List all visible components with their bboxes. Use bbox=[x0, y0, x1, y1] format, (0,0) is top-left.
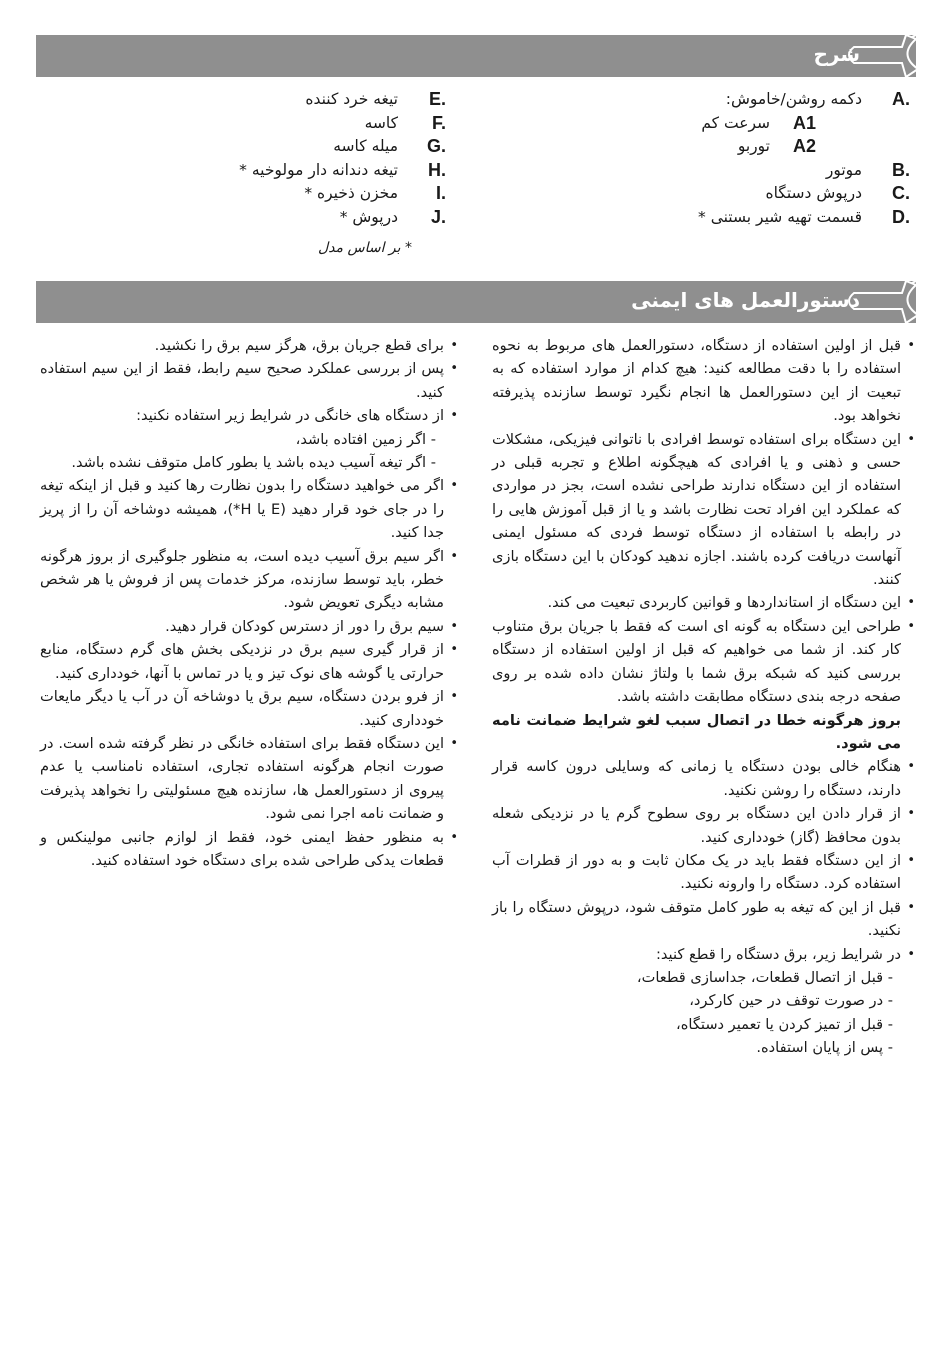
safety-item bbox=[40, 732, 458, 826]
warranty-warning: بروز هرگونه خطا در اتصال سبب لغو شرایط ضمانت نامه می شود. bbox=[492, 711, 901, 752]
safety-list bbox=[492, 334, 915, 1060]
safety-item bbox=[40, 404, 458, 474]
safety-text: از قرار گیری سیم برق در نزدیکی بخش های گرم دستگاه، منابع حرارتی یا گوشه های نوک تیز و یا در تماس با آنها، خودداری کنید. bbox=[40, 641, 444, 682]
part-label: تیغه دندانه دار مولوخیه * bbox=[239, 160, 398, 179]
part-key: E. bbox=[428, 89, 446, 109]
part-item bbox=[36, 207, 446, 231]
safety-subitem: - اگر زمین افتاده باشد، bbox=[295, 430, 436, 448]
part-label: میله کاسه bbox=[333, 137, 398, 155]
safety-item bbox=[492, 428, 915, 592]
safety-text: اگر سیم برق آسیب دیده است، به منظور جلوگیری از بروز هرگونه خطر، باید توسط سازنده، مرکز خدمات پس از فروش یا هر شخص مشابه دیگری تعویض شود. bbox=[40, 547, 444, 612]
parts-list-right bbox=[480, 89, 910, 230]
part-label: موتور bbox=[825, 160, 862, 179]
safety-item bbox=[40, 474, 458, 544]
safety-subitem: - پس از پایان استفاده. bbox=[756, 1039, 893, 1057]
safety-text: به منظور حفظ ایمنی خود، فقط از لوازم جانبی مولینکس و قطعات یدکی طراحی شده برای دستگاه خود استفاده کنید. bbox=[40, 828, 444, 869]
safety-item bbox=[40, 545, 458, 615]
part-label: درپوش دستگاه bbox=[765, 184, 862, 202]
part-key: C. bbox=[892, 183, 910, 203]
safety-item bbox=[40, 615, 458, 638]
section-title-description: شرح bbox=[813, 42, 860, 66]
safety-text: طراحی این دستگاه به گونه ای است که فقط با جریان برق متناوب کار کند. از شما می خواهیم که قبل از اولین استفاده از دستگاه بررسی کنید که شبکه برق شما با ولتاژ نشان داده شده بر روی صفحه درجه بندی دستگاه مطابقت داشته باشد. bbox=[492, 617, 901, 706]
part-sub-item bbox=[480, 113, 910, 137]
part-sub-key: A2 bbox=[792, 136, 816, 156]
part-key: F. bbox=[431, 112, 446, 133]
safety-text: برای قطع جریان برق، هرگز سیم برق را نکشید. bbox=[154, 337, 444, 354]
part-label: درپوش * bbox=[339, 207, 398, 226]
part-label: قسمت تهیه شیر بستنی * bbox=[698, 207, 862, 226]
safety-subitem: - قبل از اتصال قطعات، جداسازی قطعات، bbox=[636, 968, 893, 986]
safety-column-left bbox=[40, 334, 458, 872]
safety-text: قبل از اولین استفاده از دستگاه، دستورالعمل های مربوط به نحوه استفاده را با دقت مطالعه کنید: هیچ کدام از موارد استفاده که به تبعیت از این دستورالعمل ها انجام نگیرد توسط سازنده پذیرفته نخواهد بود. bbox=[492, 337, 901, 425]
part-label: دکمه روشن/خاموش: bbox=[725, 90, 862, 108]
part-sub-key: A1 bbox=[792, 112, 816, 133]
safety-item bbox=[492, 943, 915, 1060]
safety-text: از این دستگاه فقط باید در یک مکان ثابت و به دور از قطرات آب استفاده کرد. دستگاه را وارونه نکنید. bbox=[492, 851, 901, 893]
section-header-description bbox=[36, 35, 916, 77]
parts-list-left bbox=[36, 89, 446, 230]
part-sub-label: سرعت کم bbox=[701, 113, 770, 132]
safety-text: از قرار دادن این دستگاه بر روی سطوح گرم یا در نزدیکی شعله بدون محافظ (گاز) خودداری کنید. bbox=[492, 805, 901, 846]
part-item bbox=[480, 160, 910, 184]
safety-text: پس از بررسی عملکرد صحیح سیم رابط، فقط از این سیم استفاده کنید. bbox=[40, 360, 444, 401]
safety-item bbox=[492, 896, 915, 943]
part-sub-item bbox=[480, 136, 910, 160]
part-label: مخزن ذخیره * bbox=[304, 184, 398, 202]
safety-item bbox=[492, 334, 915, 428]
part-item bbox=[480, 207, 910, 231]
safety-item bbox=[40, 826, 458, 873]
part-key: B. bbox=[892, 159, 910, 180]
part-key: J. bbox=[430, 206, 446, 227]
safety-item bbox=[492, 849, 915, 896]
safety-list bbox=[40, 334, 458, 872]
part-key: G. bbox=[426, 136, 446, 156]
safety-item bbox=[40, 685, 458, 732]
safety-text: از فرو بردن دستگاه، سیم برق یا دوشاخه آن در آب یا دیگر مایعات خودداری کنید. bbox=[40, 688, 444, 729]
part-label: کاسه bbox=[364, 113, 398, 132]
safety-subitem: - در صورت توقف در حین کارکرد، bbox=[689, 992, 893, 1010]
safety-subitem: - اگر تیغه آسیب دیده باشد یا بطور کامل متوقف نشده باشد. bbox=[71, 454, 436, 472]
safety-text: این دستگاه از استانداردها و قوانین کاربردی تبعیت می کند. bbox=[547, 594, 901, 612]
part-key: I. bbox=[435, 183, 446, 203]
safety-item bbox=[40, 357, 458, 404]
part-sub-label: توربو bbox=[737, 137, 770, 155]
safety-text: این دستگاه فقط برای استفاده خانگی در نظر گرفته شده است. در صورت انجام هرگونه استفاده تجاری، استفاده نامناسب یا عدم پیروی از دستورالعمل ها، سازنده هیچ مسئولیتی را نخواهد پذیرفت و ضمانت نامه اجرا نمی شود. bbox=[40, 734, 444, 823]
part-item bbox=[36, 183, 446, 207]
part-item bbox=[480, 89, 910, 113]
section-title-safety: دستورالعمل های ایمنی bbox=[631, 288, 860, 312]
safety-subitem: - قبل از تمیز کردن یا تعمیر دستگاه، bbox=[676, 1015, 893, 1033]
safety-text: در شرایط زیر، برق دستگاه را قطع کنید: bbox=[655, 945, 901, 963]
safety-text: قبل از این که تیغه به طور کامل متوقف شود، درپوش دستگاه را باز نکنید. bbox=[492, 898, 901, 940]
safety-column-right bbox=[492, 334, 915, 1060]
model-footnote: * بر اساس مدل bbox=[318, 240, 412, 256]
part-item bbox=[36, 160, 446, 184]
safety-text: از دستگاه های خانگی در شرایط زیر استفاده نکنید: bbox=[136, 407, 444, 425]
part-item bbox=[36, 89, 446, 113]
safety-item bbox=[492, 591, 915, 614]
part-key: D. bbox=[892, 206, 910, 227]
safety-item bbox=[492, 802, 915, 849]
safety-item bbox=[492, 755, 915, 802]
safety-text: این دستگاه برای استفاده توسط افرادی با ناتوانی فیزیکی، مشکلات حسی و ذهنی و یا افرادی که هیچگونه اطلاع و تجربه قبلی در استفاده از این دستگاه ندارند طراحی نشده است، بجز در مواردی که عملکرد این افراد تحت نظارت باشد و یا از قبل آموزش هایی را در رابطه با استفاده از دستگاه توسط فردی که مسئول ایمنی آنهاست دریافت کرده باشند. اجازه ندهید کودکان با این دستگاه بازی کنند. bbox=[492, 430, 901, 589]
part-item bbox=[36, 136, 446, 160]
safety-item bbox=[40, 334, 458, 357]
part-key: H. bbox=[428, 159, 446, 180]
safety-text: اگر می خواهید دستگاه را بدون نظارت رها کنید و قبل از اینکه تیغه را در جای خود قرار دهید (E یا H*)، همیشه دوشاخه آن را از پریز جدا کنید. bbox=[40, 477, 444, 542]
safety-text: سیم برق را دور از دسترس کودکان قرار دهید. bbox=[165, 617, 444, 635]
safety-item bbox=[492, 615, 915, 755]
safety-item bbox=[40, 638, 458, 685]
part-label: تیغه خرد کننده bbox=[305, 90, 398, 108]
part-item bbox=[480, 183, 910, 207]
section-header-safety bbox=[36, 281, 916, 323]
part-key: A. bbox=[892, 89, 910, 109]
part-item bbox=[36, 113, 446, 137]
safety-text: هنگام خالی بودن دستگاه یا زمانی که وسایلی درون کاسه قرار دارند، دستگاه را روشن نکنید. bbox=[492, 758, 901, 799]
